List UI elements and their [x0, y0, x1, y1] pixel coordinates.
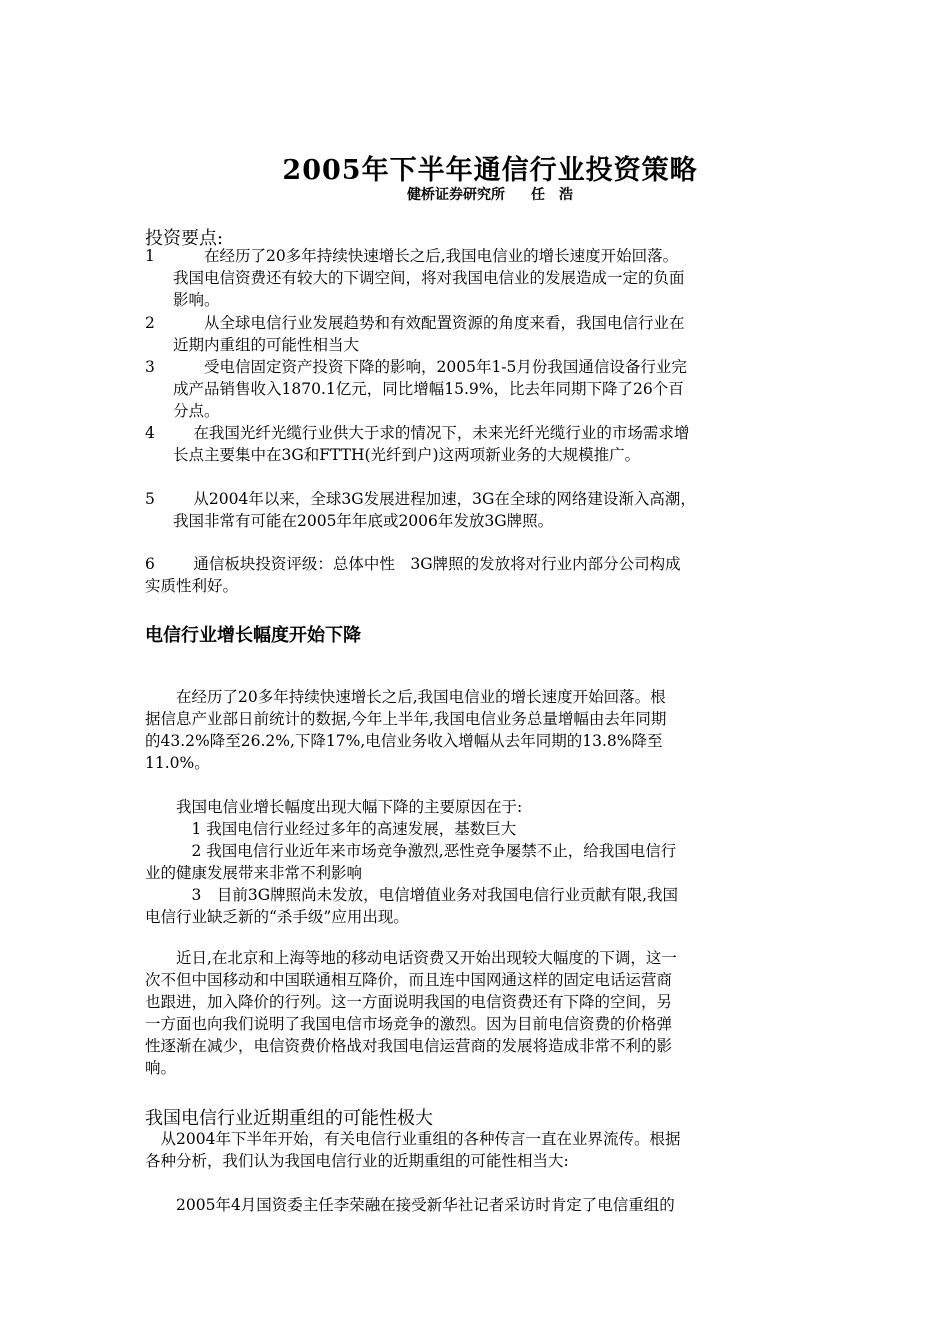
key-point-line: 近期内重组的可能性相当大	[173, 336, 360, 354]
key-point-line: 分点。	[173, 402, 220, 420]
key-point-line: 我国电信资费还有较大的下调空间，将对我国电信业的发展造成一定的负面	[173, 269, 685, 287]
section2-paragraph-2	[145, 1194, 675, 1216]
key-point-6	[145, 553, 681, 597]
paragraph-line: 从2004年下半年开始，有关电信行业重组的各种传言一直在业界流传。根据	[145, 1130, 681, 1148]
paragraph-line: 在经历了20多年持续快速增长之后,我国电信业的增长速度开始回落。根	[145, 688, 666, 706]
paragraph-line: 电信行业缺乏新的“杀手级”应用出现。	[145, 908, 409, 926]
paragraph-line: 3 目前3G牌照尚未发放，电信增值业务对我国电信行业贡献有限,我国	[145, 886, 679, 904]
paragraph-line: 一方面也向我们说明了我国电信市场竞争的激烈。因为目前电信资费的价格弹	[145, 1015, 673, 1033]
paragraph-line: 各种分析，我们认为我国电信行业的近期重组的可能性相当大:	[145, 1152, 569, 1170]
key-point-line: 在我国光纤光缆行业供大于求的情况下，未来光纤光缆行业的市场需求增	[173, 424, 690, 442]
key-point-3	[145, 356, 687, 422]
section1-paragraph-2	[145, 796, 678, 928]
key-point-line: 我国非常有可能在2005年年底或2006年发放3G牌照。	[173, 512, 554, 530]
key-point-5	[145, 488, 696, 532]
paragraph-line: 业的健康发展带来非常不利影响	[145, 864, 363, 882]
section1-paragraph-1	[145, 686, 666, 774]
key-point-line: 长点主要集中在3G和FTTH(光纤到户)这两项新业务的大规模推广。	[173, 446, 641, 464]
key-point-2	[145, 312, 685, 356]
document-title: 2005年下半年通信行业投资策略	[282, 155, 698, 186]
paragraph-line: 11.0%。	[145, 754, 210, 772]
paragraph-line: 据信息产业部日前统计的数据,今年上半年,我国电信业务总量增幅由去年同期	[145, 710, 667, 728]
key-point-number: 3	[145, 358, 155, 376]
key-points-heading: 投资要点:	[145, 228, 224, 249]
section2-paragraph-1	[145, 1128, 680, 1172]
key-point-line: 受电信固定资产投资下降的影响，2005年1-5月份我国通信设备行业完	[173, 358, 687, 376]
key-point-line: 从2004年以来，全球3G发展进程加速，3G在全球的网络建设渐入高潮，	[173, 490, 696, 508]
key-point-line: 影响。	[173, 291, 220, 309]
key-point-line: 通信板块投资评级：总体中性 3G牌照的发放将对行业内部分公司构成	[173, 555, 681, 573]
key-point-1	[145, 245, 685, 311]
key-point-number: 4	[145, 424, 155, 442]
paragraph-line: 性逐渐在减少，电信资费价格战对我国电信运营商的发展将造成非常不利的影	[145, 1037, 673, 1055]
key-point-number: 1	[145, 247, 155, 265]
key-point-line: 实质性利好。	[145, 577, 239, 595]
paragraph-line: 也跟进，加入降价的行列。这一方面说明我国的电信资费还有下降的空间，另	[145, 993, 673, 1011]
paragraph-line: 响。	[145, 1059, 177, 1077]
paragraph-line: 1 我国电信行业经过多年的高速发展，基数巨大	[145, 820, 517, 838]
paragraph-line: 2005年4月国资委主任李荣融在接受新华社记者采访时肯定了电信重组的	[145, 1196, 675, 1214]
author-name: 任 浩	[531, 187, 573, 203]
paragraph-line: 我国电信业增长幅度出现大幅下降的主要原因在于:	[145, 798, 523, 816]
section-heading: 电信行业增长幅度开始下降	[145, 625, 361, 646]
key-point-line: 从全球电信行业发展趋势和有效配置资源的角度来看，我国电信行业在	[173, 314, 685, 332]
key-point-line: 在经历了20多年持续快速增长之后,我国电信业的增长速度开始回落。	[173, 247, 679, 265]
key-point-number: 6	[145, 555, 155, 573]
paragraph-line: 的43.2%降至26.2%,下降17%,电信业务收入增幅从去年同期的13.8%降至	[145, 732, 663, 750]
institution-name: 健桥证券研究所	[407, 187, 505, 203]
paragraph-line: 近日,在北京和上海等地的移动电话资费又开始出现较大幅度的下调，这一	[145, 949, 677, 967]
key-point-number: 2	[145, 314, 155, 332]
key-point-4	[145, 422, 689, 466]
section1-paragraph-3	[145, 947, 677, 1079]
paragraph-line: 次不但中国移动和中国联通相互降价，而且连中国网通这样的固定电话运营商	[145, 971, 673, 989]
key-point-number: 5	[145, 490, 155, 508]
paragraph-line: 2 我国电信行业近年来市场竞争激烈,恶性竞争屡禁不止，给我国电信行	[145, 842, 677, 860]
key-point-line: 成产品销售收入1870.1亿元，同比增幅15.9%，比去年同期下降了26个百	[173, 380, 684, 398]
section-heading: 我国电信行业近期重组的可能性极大	[145, 1108, 433, 1129]
byline	[0, 184, 950, 204]
